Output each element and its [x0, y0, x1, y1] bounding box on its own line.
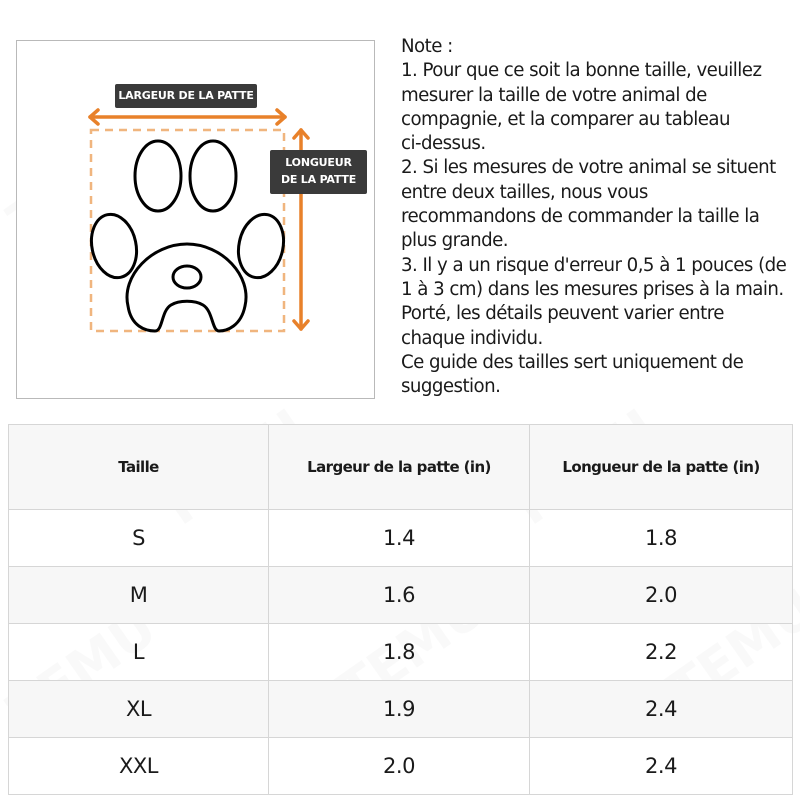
- note-line: compagnie, et la comparer au tableau: [401, 108, 730, 130]
- note-line: 1. Pour que ce soit la bonne taille, veuillez: [401, 60, 762, 82]
- table-row: [9, 681, 793, 738]
- width-arrow-icon: [90, 110, 285, 124]
- paw-measurement-figure: [16, 40, 375, 399]
- note-line: chaque individu.: [401, 327, 543, 349]
- cell-size: XXL: [9, 738, 269, 795]
- length-label-line1: LONGUEUR: [285, 156, 352, 169]
- cell-length: 2.0: [530, 567, 793, 624]
- cell-width: 1.8: [269, 624, 530, 681]
- note-line: Ce guide des tailles sert uniquement de: [401, 351, 744, 373]
- width-label: LARGEUR DE LA PATTE: [115, 84, 257, 108]
- length-label: [270, 150, 367, 194]
- cell-width: 1.6: [269, 567, 530, 624]
- cell-size: M: [9, 567, 269, 624]
- note-line: 1 à 3 cm) dans les mesures prises à la main.: [401, 278, 784, 300]
- cell-size: XL: [9, 681, 269, 738]
- note-line: mesurer la taille de votre animal de: [401, 84, 707, 106]
- cell-length: 2.4: [530, 738, 793, 795]
- notes-section: [401, 35, 796, 399]
- note-line: recommandons de commander la taille la: [401, 206, 760, 228]
- note-line: plus grande.: [401, 230, 508, 252]
- notes-heading: Note :: [401, 36, 453, 57]
- table-row: [9, 510, 793, 567]
- header-size: Taille: [9, 425, 269, 510]
- cell-width: 2.0: [269, 738, 530, 795]
- paw-print-icon: [86, 141, 289, 331]
- cell-width: 1.9: [269, 681, 530, 738]
- table-row: [9, 624, 793, 681]
- length-label-line2: DE LA PATTE: [280, 173, 357, 186]
- cell-length: 2.2: [530, 624, 793, 681]
- cell-width: 1.4: [269, 510, 530, 567]
- header-paw-width: Largeur de la patte (in): [269, 425, 530, 510]
- cell-length: 1.8: [530, 510, 793, 567]
- table-row: [9, 738, 793, 795]
- table-row: [9, 567, 793, 624]
- cell-size: L: [9, 624, 269, 681]
- cell-size: S: [9, 510, 269, 567]
- table-header-row: [9, 425, 793, 510]
- header-paw-length: Longueur de la patte (in): [530, 425, 793, 510]
- note-line: 2. Si les mesures de votre animal se situent: [401, 157, 776, 179]
- note-line: suggestion.: [401, 376, 501, 398]
- note-line: Porté, les détails peuvent varier entre: [401, 303, 724, 325]
- note-line: entre deux tailles, nous vous: [401, 181, 648, 203]
- note-line: ci-dessus.: [401, 133, 486, 155]
- note-line: 3. Il y a un risque d'erreur 0,5 à 1 pouces (de: [401, 254, 787, 276]
- cell-length: 2.4: [530, 681, 793, 738]
- size-chart-table: [8, 424, 793, 795]
